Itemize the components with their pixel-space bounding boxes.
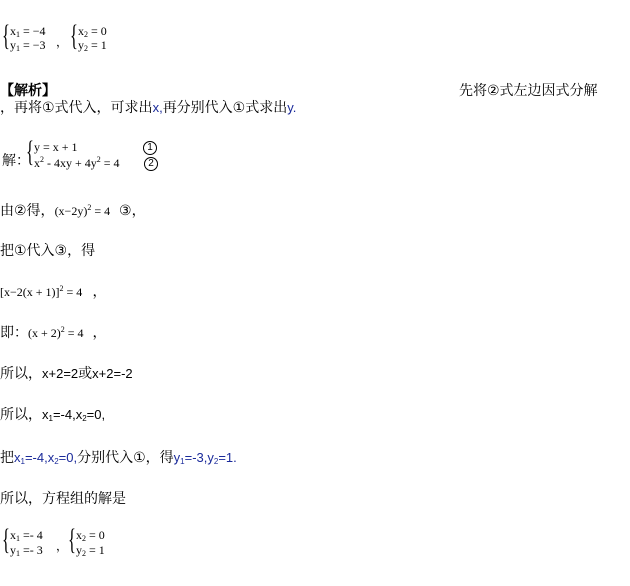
step-5: 所以，x+2=2或x+2=-2 [0,366,133,382]
top-solution-system [2,19,132,55]
step-1: 由②得，$(x-2y)^2 = 4$ ③， [0,203,146,219]
circled-number-1: 1 [143,141,157,155]
left-brace: { [68,523,76,556]
left-brace: { [2,19,10,52]
given-system [26,137,176,173]
step-8: 所以，方程组的解是 [0,491,126,507]
equation-2: $x^2 - 4xy + 4y^2 = 4$ [34,155,120,170]
system-line: $y_2 = 1$ [78,38,107,53]
system-line: $x_2 = 0$ [76,528,105,543]
circled-number-2: 2 [144,157,158,171]
equation-1: y = x + 1 [34,140,78,154]
left-brace: { [70,19,78,52]
analysis-right-text: 先将②式左边因式分解 [459,83,598,99]
system-line: $x_2 = 0$ [78,24,107,39]
comma: ， [56,35,69,49]
step-2: 把①代入③，得 [0,243,96,259]
solution-prefix: 解： [2,153,30,169]
comma: ， [56,539,69,553]
step-7: 把$x_1=-4,x_2=0$,分别代入①，得$y_1=-3,y_2=1$. [0,450,237,466]
analysis-line-2: ，再将①式代入，可求出x,再分别代入①式求出y. [0,100,297,116]
system-line: $x_1 =- 4$ [10,528,43,543]
step-3: $[x-2(x + 1)]^2 = 4$ ， [0,284,107,300]
system-line: $y_1 = -3$ [10,38,46,53]
system-line: $x_1 = -4$ [10,24,46,39]
step-4: 即：$(x + 2)^2 = 4$ ， [0,325,107,341]
left-brace: { [26,135,34,168]
system-line: $y_1 =- 3$ [10,543,43,558]
system-line: $y_2 = 1$ [76,543,105,558]
analysis-label: 【解析】 [0,83,56,99]
left-brace: { [2,523,10,556]
final-solution-system [2,523,132,560]
step-6: 所以，$x_1=-4,x_2=0$, [0,407,106,423]
